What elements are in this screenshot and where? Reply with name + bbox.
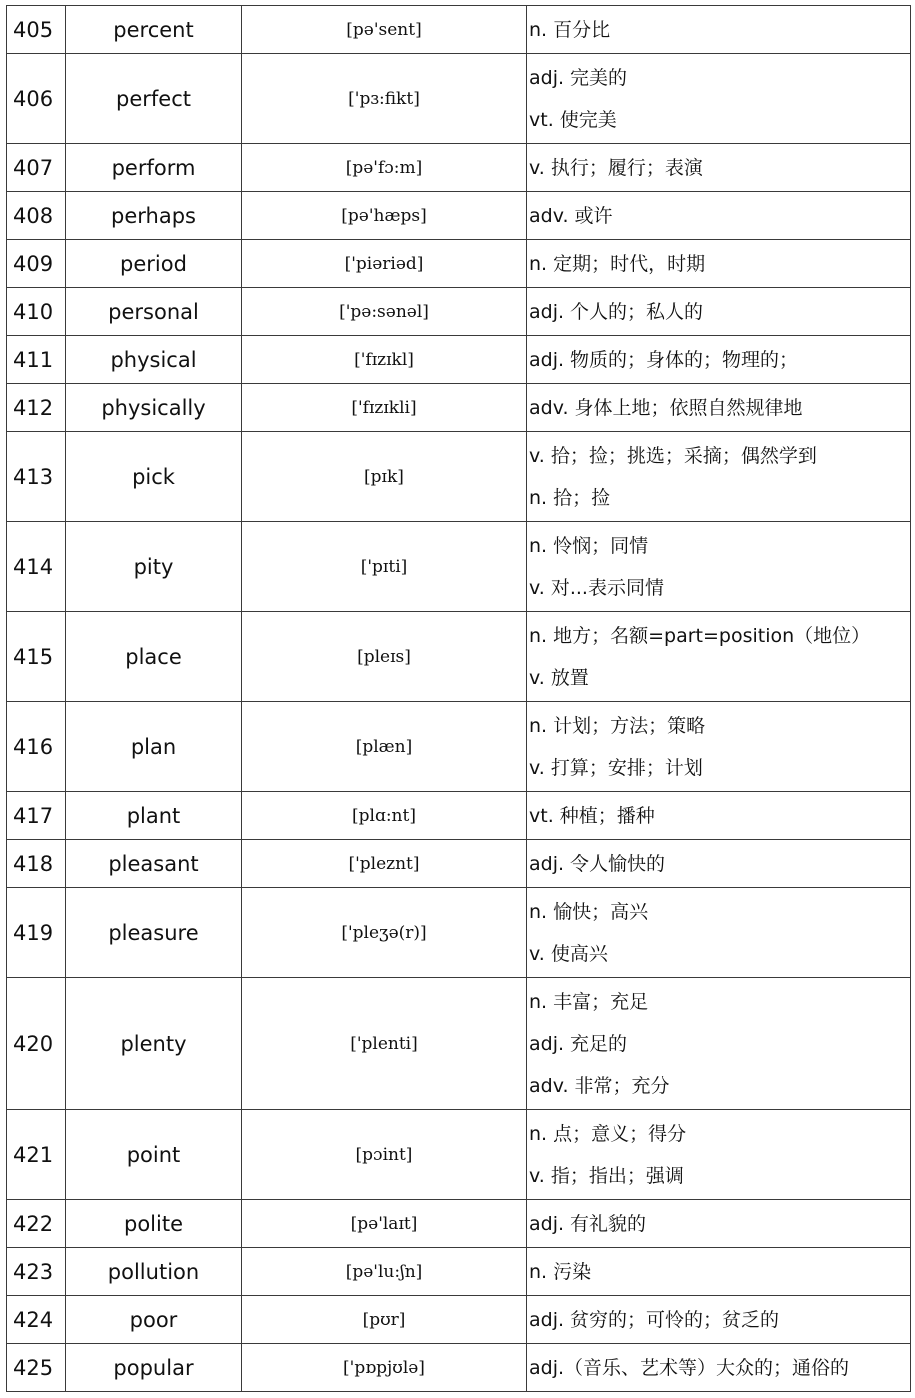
entry-number: 424 bbox=[7, 1296, 66, 1344]
entry-number: 405 bbox=[7, 6, 66, 54]
entry-number: 418 bbox=[7, 840, 66, 888]
entry-definition bbox=[527, 1344, 911, 1392]
entry-word: physical bbox=[66, 336, 242, 384]
definition-line: n. 愉快；高兴 bbox=[529, 900, 649, 923]
vocab-row bbox=[7, 978, 911, 1110]
entry-number: 409 bbox=[7, 240, 66, 288]
vocab-row bbox=[7, 336, 911, 384]
entry-number: 412 bbox=[7, 384, 66, 432]
entry-number: 420 bbox=[7, 978, 66, 1110]
entry-phonetic: [pə'laɪt] bbox=[242, 1200, 527, 1248]
entry-word: perform bbox=[66, 144, 242, 192]
entry-phonetic: ['pɪti] bbox=[242, 522, 527, 612]
definition-line: adj. 个人的；私人的 bbox=[529, 300, 704, 323]
entry-definition bbox=[527, 1248, 911, 1296]
entry-word: period bbox=[66, 240, 242, 288]
entry-definition bbox=[527, 840, 911, 888]
entry-phonetic: [plæn] bbox=[242, 702, 527, 792]
entry-word: plan bbox=[66, 702, 242, 792]
entry-number: 407 bbox=[7, 144, 66, 192]
vocab-row bbox=[7, 522, 911, 612]
definition-line: n. 拾；捡 bbox=[529, 486, 611, 509]
definition-line: n. 定期；时代，时期 bbox=[529, 252, 706, 275]
definition-line: adj. 有礼貌的 bbox=[529, 1212, 647, 1235]
entry-word: percent bbox=[66, 6, 242, 54]
entry-definition bbox=[527, 1110, 911, 1200]
entry-phonetic: [pɪk] bbox=[242, 432, 527, 522]
vocab-row bbox=[7, 432, 911, 522]
vocab-row bbox=[7, 702, 911, 792]
entry-word: physically bbox=[66, 384, 242, 432]
entry-definition bbox=[527, 522, 911, 612]
entry-phonetic: ['fɪzɪkli] bbox=[242, 384, 527, 432]
definition-line: adj. 物质的；身体的；物理的； bbox=[529, 348, 799, 371]
entry-number: 421 bbox=[7, 1110, 66, 1200]
definition-line: v. 放置 bbox=[529, 666, 589, 689]
entry-number: 416 bbox=[7, 702, 66, 792]
entry-definition bbox=[527, 888, 911, 978]
definition-line: n. 污染 bbox=[529, 1260, 592, 1283]
entry-number: 411 bbox=[7, 336, 66, 384]
entry-word: pity bbox=[66, 522, 242, 612]
definition-line: v. 指；指出；强调 bbox=[529, 1164, 684, 1187]
vocab-row bbox=[7, 240, 911, 288]
definition-line: adv. 非常；充分 bbox=[529, 1074, 670, 1097]
vocabulary-table bbox=[6, 5, 911, 1392]
entry-phonetic: ['pleʒə(r)] bbox=[242, 888, 527, 978]
entry-definition bbox=[527, 54, 911, 144]
entry-number: 410 bbox=[7, 288, 66, 336]
vocab-row bbox=[7, 54, 911, 144]
entry-word: personal bbox=[66, 288, 242, 336]
entry-number: 415 bbox=[7, 612, 66, 702]
entry-word: perhaps bbox=[66, 192, 242, 240]
entry-word: pleasure bbox=[66, 888, 242, 978]
vocab-row bbox=[7, 1296, 911, 1344]
definition-line: v. 对...表示同情 bbox=[529, 576, 664, 599]
entry-number: 406 bbox=[7, 54, 66, 144]
entry-number: 419 bbox=[7, 888, 66, 978]
entry-word: plenty bbox=[66, 978, 242, 1110]
entry-word: poor bbox=[66, 1296, 242, 1344]
definition-line: v. 拾；捡；挑选；采摘；偶然学到 bbox=[529, 444, 817, 467]
entry-number: 408 bbox=[7, 192, 66, 240]
vocab-row bbox=[7, 612, 911, 702]
entry-phonetic: [plɑ:nt] bbox=[242, 792, 527, 840]
entry-number: 414 bbox=[7, 522, 66, 612]
entry-definition bbox=[527, 1296, 911, 1344]
definition-line: vt. 使完美 bbox=[529, 108, 617, 131]
vocab-row bbox=[7, 792, 911, 840]
entry-definition bbox=[527, 240, 911, 288]
entry-phonetic: [pə'lu:ʃn] bbox=[242, 1248, 527, 1296]
definition-line: v. 执行；履行；表演 bbox=[529, 156, 703, 179]
definition-line: adv. 身体上地；依照自然规律地 bbox=[529, 396, 803, 419]
entry-phonetic: [pə'fɔ:m] bbox=[242, 144, 527, 192]
entry-phonetic: ['fɪzɪkl] bbox=[242, 336, 527, 384]
entry-word: point bbox=[66, 1110, 242, 1200]
vocab-row bbox=[7, 1110, 911, 1200]
entry-number: 423 bbox=[7, 1248, 66, 1296]
entry-definition bbox=[527, 144, 911, 192]
entry-phonetic: ['pə:sənəl] bbox=[242, 288, 527, 336]
definition-line: v. 打算；安排；计划 bbox=[529, 756, 703, 779]
entry-word: perfect bbox=[66, 54, 242, 144]
definition-line: n. 丰富；充足 bbox=[529, 990, 649, 1013]
definition-line: adj.（音乐、艺术等）大众的；通俗的 bbox=[529, 1356, 850, 1379]
entry-phonetic: [pleɪs] bbox=[242, 612, 527, 702]
entry-definition bbox=[527, 978, 911, 1110]
definition-line: n. 点；意义；得分 bbox=[529, 1122, 687, 1145]
entry-definition bbox=[527, 1200, 911, 1248]
vocabulary-table-body bbox=[7, 6, 911, 1392]
entry-definition bbox=[527, 792, 911, 840]
vocab-row bbox=[7, 1200, 911, 1248]
entry-phonetic: [pə'sent] bbox=[242, 6, 527, 54]
entry-word: place bbox=[66, 612, 242, 702]
vocab-row bbox=[7, 384, 911, 432]
vocab-row bbox=[7, 840, 911, 888]
vocab-row bbox=[7, 1344, 911, 1392]
definition-line: adj. 令人愉快的 bbox=[529, 852, 666, 875]
entry-definition bbox=[527, 288, 911, 336]
entry-phonetic: ['pɜ:fikt] bbox=[242, 54, 527, 144]
entry-definition bbox=[527, 336, 911, 384]
entry-phonetic: ['piəriəd] bbox=[242, 240, 527, 288]
entry-phonetic: ['pleznt] bbox=[242, 840, 527, 888]
entry-number: 413 bbox=[7, 432, 66, 522]
vocab-row bbox=[7, 1248, 911, 1296]
vocab-row bbox=[7, 6, 911, 54]
definition-line: n. 百分比 bbox=[529, 18, 611, 41]
entry-phonetic: [pɔint] bbox=[242, 1110, 527, 1200]
definition-line: adj. 贫穷的；可怜的；贫乏的 bbox=[529, 1308, 780, 1331]
entry-number: 425 bbox=[7, 1344, 66, 1392]
definition-line: n. 地方；名额=part=position（地位） bbox=[529, 624, 871, 647]
entry-word: pollution bbox=[66, 1248, 242, 1296]
definition-line: adj. 完美的 bbox=[529, 66, 628, 89]
definition-line: adv. 或许 bbox=[529, 204, 613, 227]
entry-definition bbox=[527, 192, 911, 240]
entry-word: pick bbox=[66, 432, 242, 522]
definition-line: adj. 充足的 bbox=[529, 1032, 628, 1055]
definition-line: n. 怜悯；同情 bbox=[529, 534, 649, 557]
entry-word: polite bbox=[66, 1200, 242, 1248]
entry-definition bbox=[527, 612, 911, 702]
vocab-row bbox=[7, 144, 911, 192]
entry-number: 422 bbox=[7, 1200, 66, 1248]
vocab-row bbox=[7, 888, 911, 978]
entry-word: popular bbox=[66, 1344, 242, 1392]
entry-definition bbox=[527, 432, 911, 522]
entry-phonetic: [pʊr] bbox=[242, 1296, 527, 1344]
entry-phonetic: ['pɒpjʊlə] bbox=[242, 1344, 527, 1392]
entry-phonetic: [pə'hæps] bbox=[242, 192, 527, 240]
entry-definition bbox=[527, 702, 911, 792]
definition-line: v. 使高兴 bbox=[529, 942, 608, 965]
definition-line: n. 计划；方法；策略 bbox=[529, 714, 706, 737]
entry-definition bbox=[527, 384, 911, 432]
definition-line: vt. 种植；播种 bbox=[529, 804, 655, 827]
entry-phonetic: ['plenti] bbox=[242, 978, 527, 1110]
vocab-row bbox=[7, 192, 911, 240]
entry-word: pleasant bbox=[66, 840, 242, 888]
entry-word: plant bbox=[66, 792, 242, 840]
entry-definition bbox=[527, 6, 911, 54]
entry-number: 417 bbox=[7, 792, 66, 840]
vocab-row bbox=[7, 288, 911, 336]
